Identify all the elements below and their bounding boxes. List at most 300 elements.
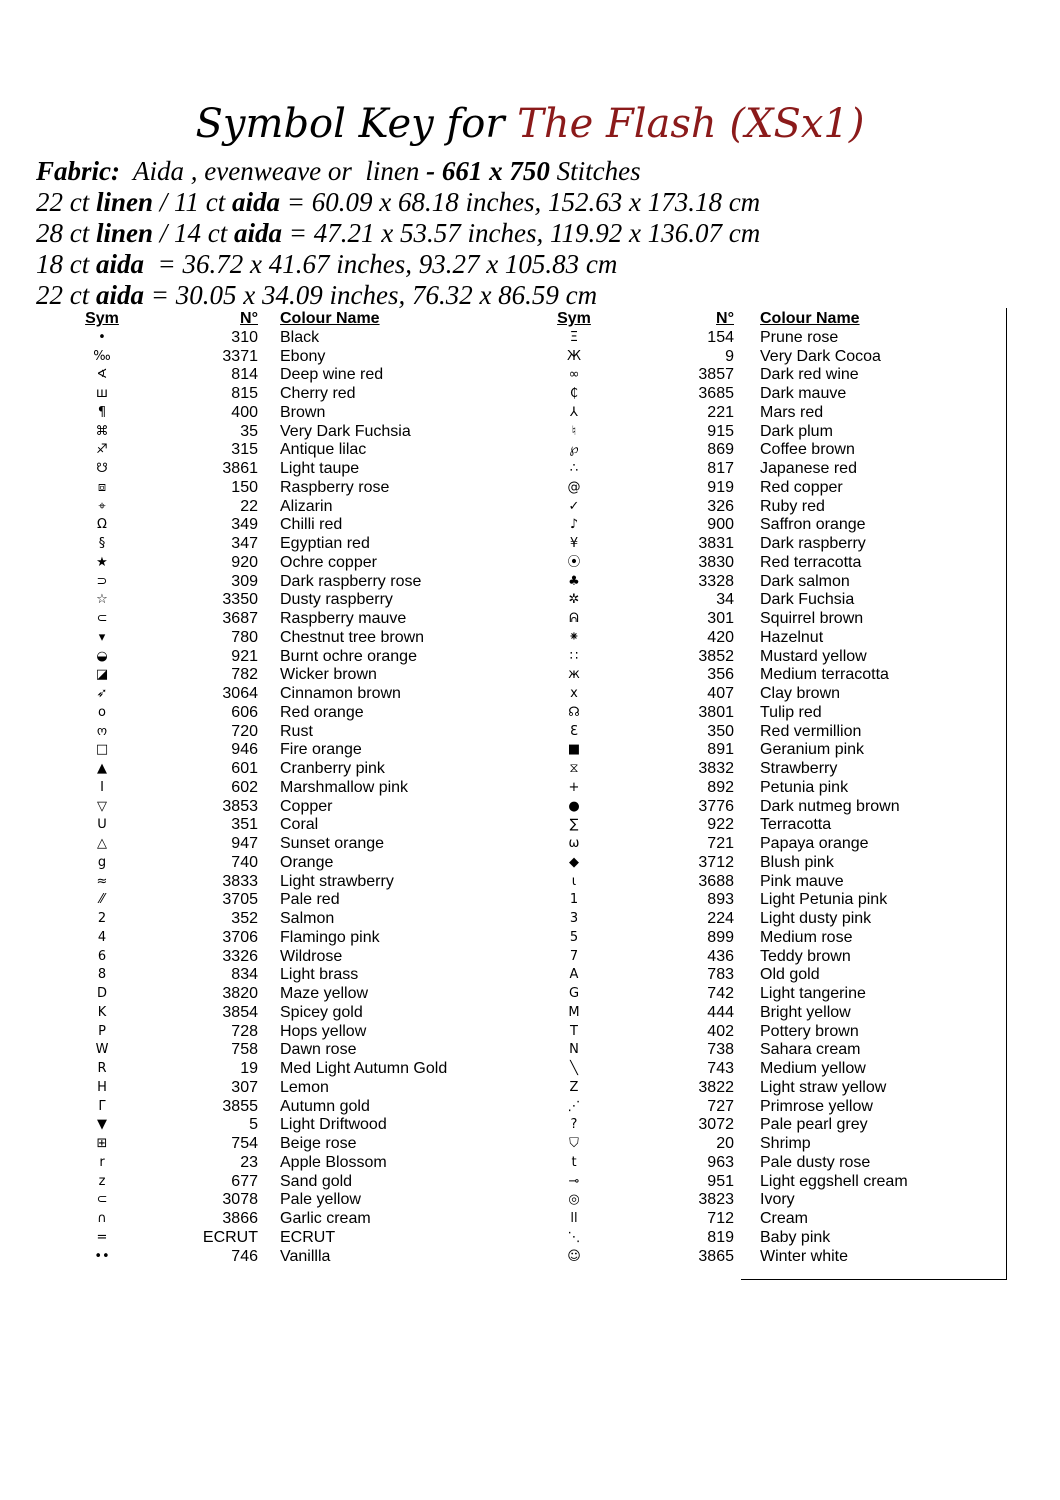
- colour-name-cell: Ruby red: [760, 497, 825, 515]
- colour-name-cell: Medium yellow: [760, 1060, 866, 1077]
- number-cell: 3853: [222, 797, 258, 815]
- fabric-label: Fabric:: [36, 156, 120, 186]
- colour-name-cell: Dark mauve: [760, 385, 847, 402]
- table-row: [522, 873, 1002, 892]
- colour-name-cell: Orange: [280, 853, 334, 871]
- number-cell: 3687: [222, 610, 258, 627]
- table-row: [522, 760, 1002, 779]
- symbol-cell: 1: [569, 892, 579, 908]
- symbol-cell: ▾: [98, 629, 106, 645]
- symbol-cell: ∢: [96, 367, 108, 383]
- colour-name-cell: Chilli red: [280, 516, 343, 534]
- number-cell: 221: [707, 403, 734, 421]
- number-cell: 601: [231, 760, 258, 777]
- number-cell: 742: [707, 985, 734, 1002]
- colour-name-cell: Sunset orange: [280, 835, 385, 852]
- colour-name-cell: Terracotta: [760, 816, 832, 834]
- header-name: Colour Name: [760, 310, 860, 327]
- table-row: [522, 1191, 1002, 1210]
- table-row: [522, 1229, 1002, 1248]
- colour-name-cell: Black: [280, 328, 320, 346]
- symbol-cell: ◎: [568, 1192, 580, 1208]
- colour-name-cell: Sand gold: [280, 1172, 353, 1190]
- number-cell: 436: [707, 947, 734, 965]
- symbol-cell: ➶: [96, 686, 108, 701]
- symbol-cell: Γ: [98, 1098, 106, 1114]
- colour-name-cell: Dark raspberry: [760, 535, 866, 552]
- colour-name-cell: Saffron orange: [760, 516, 866, 534]
- number-cell: 351: [231, 816, 258, 834]
- table-row: [522, 741, 1002, 760]
- symbol-cell: ω: [568, 836, 580, 851]
- symbol-cell: ⊸: [568, 1173, 580, 1189]
- symbol-cell: □: [95, 742, 109, 758]
- colour-name-cell: ECRUT: [280, 1228, 336, 1246]
- table-row: [50, 423, 530, 442]
- symbol-cell: 3: [569, 911, 579, 926]
- table-row: [522, 629, 1002, 648]
- number-cell: 150: [231, 478, 258, 496]
- symbol-cell: ⧖: [569, 761, 579, 776]
- colour-name-cell: Shrimp: [760, 1135, 811, 1152]
- number-cell: 3831: [698, 535, 734, 552]
- header-sym: Sym: [557, 310, 591, 327]
- table-row: [50, 648, 530, 667]
- table-row: [522, 1041, 1002, 1060]
- table-row: [50, 329, 530, 348]
- number-cell: 20: [716, 1135, 734, 1152]
- colour-name-cell: Light straw yellow: [760, 1078, 887, 1096]
- number-cell: 3823: [698, 1191, 734, 1209]
- colour-name-cell: Cherry red: [280, 385, 356, 402]
- colour-name-cell: Cinnamon brown: [280, 685, 401, 702]
- colour-name-cell: Pale dusty rose: [760, 1153, 871, 1171]
- symbol-cell: ●: [568, 798, 580, 814]
- colour-name-cell: Dusty raspberry: [280, 591, 393, 609]
- table-row: [522, 1060, 1002, 1079]
- symbol-cell: Ⅰ: [100, 779, 104, 795]
- table-row: [50, 1023, 530, 1042]
- number-cell: 224: [707, 910, 734, 927]
- symbol-cell: ▲: [97, 761, 107, 776]
- number-cell: 727: [707, 1097, 734, 1115]
- number-cell: 3064: [222, 685, 258, 702]
- colour-name-cell: Egyptian red: [280, 535, 370, 552]
- symbol-cell: △: [97, 836, 107, 851]
- colour-name-cell: Japanese red: [760, 460, 857, 477]
- colour-name-cell: Med Light Autumn Gold: [280, 1060, 448, 1077]
- table-row: [522, 1173, 1002, 1192]
- title-pattern-name: The Flash (XSx1): [517, 101, 865, 147]
- number-cell: 891: [707, 741, 734, 759]
- colour-name-cell: Light tangerine: [760, 985, 866, 1002]
- symbol-cell: ☊: [568, 704, 580, 720]
- symbol-cell: Ж: [566, 348, 581, 364]
- symbol-cell: o: [98, 704, 106, 720]
- colour-name-cell: Ebony: [280, 347, 326, 365]
- symbol-cell: ✲: [568, 592, 580, 608]
- number-cell: 3822: [698, 1078, 734, 1096]
- symbol-cell: =: [96, 1229, 108, 1245]
- number-cell: 3820: [222, 985, 258, 1002]
- number-cell: 921: [231, 647, 258, 665]
- count-size: = 36.72 x 41.67 inches, 93.27 x 105.83 cm: [144, 249, 618, 279]
- colour-name-cell: Blush pink: [760, 853, 834, 871]
- symbol-cell: G: [568, 986, 580, 1001]
- number-cell: 712: [707, 1210, 734, 1227]
- symbol-cell: 2: [97, 911, 107, 926]
- symbol-cell: x: [570, 686, 578, 701]
- table-row: [50, 966, 530, 985]
- table-header: [50, 310, 530, 329]
- symbol-cell: ◒: [96, 648, 108, 664]
- header-num: N°: [716, 310, 734, 327]
- colour-name-cell: Teddy brown: [760, 947, 851, 965]
- fabric-unit: Stitches: [549, 156, 641, 186]
- colour-name-cell: Chestnut tree brown: [280, 628, 425, 646]
- symbol-cell: ▼: [97, 1117, 107, 1133]
- page-title: [0, 96, 1060, 152]
- symbol-cell: 6: [97, 948, 107, 964]
- symbol-cell: ∑: [569, 817, 579, 833]
- table-row: [522, 704, 1002, 723]
- colour-name-cell: Brown: [280, 403, 326, 421]
- symbol-cell: ᑌ: [97, 817, 107, 833]
- symbol-cell: ო: [96, 723, 108, 739]
- table-row: [50, 1004, 530, 1023]
- symbol-cell: ☺: [567, 1248, 581, 1264]
- symbol-cell: ∴: [569, 461, 579, 476]
- table-row: [50, 385, 530, 404]
- count-fabric: linen: [96, 218, 154, 248]
- table-row: [50, 516, 530, 535]
- fabric-size: 661 x 750: [441, 156, 550, 186]
- number-cell: 154: [707, 328, 734, 346]
- count-line: [36, 280, 760, 311]
- number-cell: 352: [231, 910, 258, 927]
- number-cell: 728: [231, 1022, 258, 1040]
- table-row: [522, 1210, 1002, 1229]
- fabric-info: [36, 156, 760, 311]
- symbol-cell: ⛉: [569, 1136, 579, 1151]
- symbol-cell: ⦿: [567, 554, 581, 570]
- colour-name-cell: Apple Blossom: [280, 1153, 387, 1171]
- table-row: [522, 854, 1002, 873]
- count-line: [36, 187, 760, 218]
- symbol-table-right: [522, 310, 1002, 1266]
- table-row: [522, 910, 1002, 929]
- number-cell: 9: [725, 347, 734, 365]
- table-row: [50, 891, 530, 910]
- table-row: [522, 648, 1002, 667]
- colour-name-cell: Vanillla: [280, 1247, 331, 1265]
- number-cell: 347: [231, 535, 258, 552]
- colour-name-cell: Pale yellow: [280, 1191, 361, 1209]
- symbol-cell: ж: [568, 667, 580, 683]
- symbol-cell: ☆: [96, 592, 108, 608]
- number-cell: 900: [707, 516, 734, 534]
- number-cell: 315: [231, 441, 258, 459]
- number-cell: 899: [707, 928, 734, 946]
- number-cell: 23: [240, 1153, 258, 1171]
- symbol-cell: 8: [97, 967, 107, 983]
- table-row: [50, 760, 530, 779]
- number-cell: 922: [707, 816, 734, 834]
- header-sym: Sym: [85, 310, 119, 327]
- number-cell: 3072: [698, 1116, 734, 1134]
- colour-name-cell: Baby pink: [760, 1228, 831, 1246]
- colour-name-cell: Mustard yellow: [760, 647, 867, 665]
- table-row: [522, 685, 1002, 704]
- count-line: [36, 249, 760, 280]
- colour-name-cell: Sahara cream: [760, 1041, 861, 1059]
- symbol-cell: ☋: [96, 461, 108, 476]
- colour-name-cell: Light Driftwood: [280, 1116, 387, 1134]
- symbol-cell: ▽: [97, 798, 107, 814]
- number-cell: 326: [707, 497, 734, 515]
- symbol-cell: A: [569, 967, 579, 983]
- symbol-cell: D: [96, 986, 107, 1001]
- table-row: [50, 854, 530, 873]
- count-fabric: aida: [96, 249, 145, 279]
- colour-name-cell: Beige rose: [280, 1135, 357, 1152]
- colour-name-cell: Dark red wine: [760, 366, 859, 384]
- colour-name-cell: Fire orange: [280, 741, 362, 759]
- number-cell: 602: [231, 778, 258, 796]
- number-cell: 3326: [222, 947, 258, 965]
- number-cell: 3830: [698, 553, 734, 571]
- table-row: [50, 629, 530, 648]
- table-row: [50, 1191, 530, 1210]
- symbol-cell: ⅄: [570, 404, 578, 420]
- table-row: [50, 610, 530, 629]
- table-row: [50, 1098, 530, 1117]
- colour-name-cell: Hops yellow: [280, 1022, 367, 1040]
- number-cell: 356: [707, 666, 734, 684]
- table-row: [50, 723, 530, 742]
- table-row: [522, 1248, 1002, 1267]
- table-row: [522, 666, 1002, 685]
- table-row: [50, 479, 530, 498]
- number-cell: 780: [231, 628, 258, 646]
- number-cell: 819: [707, 1228, 734, 1246]
- symbol-cell: z: [98, 1173, 106, 1189]
- colour-name-cell: Pink mauve: [760, 872, 844, 890]
- colour-name-cell: Medium terracotta: [760, 666, 889, 684]
- symbol-cell: ⋱: [567, 1229, 581, 1245]
- colour-name-cell: Rust: [280, 722, 313, 740]
- colour-name-cell: Very Dark Cocoa: [760, 347, 881, 365]
- table-row: [522, 1135, 1002, 1154]
- symbol-cell: P: [98, 1023, 106, 1039]
- symbol-cell: ¶: [97, 404, 107, 420]
- number-cell: 817: [707, 460, 734, 477]
- symbol-cell: ◆: [569, 854, 579, 870]
- colour-name-cell: Bright yellow: [760, 1003, 851, 1021]
- fabric-line: [36, 156, 760, 187]
- number-cell: 407: [707, 685, 734, 702]
- symbol-cell: ⁄⁄: [99, 892, 105, 908]
- number-cell: 3078: [222, 1191, 258, 1209]
- symbol-cell: ♪: [569, 517, 579, 533]
- colour-name-cell: Winter white: [760, 1247, 849, 1265]
- symbol-cell: ≈: [96, 873, 108, 889]
- colour-name-cell: Antique lilac: [280, 441, 367, 459]
- table-row: [50, 573, 530, 592]
- number-cell: 606: [231, 703, 258, 721]
- table-header: [522, 310, 1002, 329]
- symbol-cell: g: [97, 854, 107, 870]
- symbol-cell: ♐: [96, 442, 108, 458]
- symbol-cell: ∷: [569, 648, 579, 664]
- symbol-cell: ш: [96, 386, 108, 401]
- colour-name-cell: Pottery brown: [760, 1022, 859, 1040]
- symbol-cell: ₵: [569, 386, 579, 401]
- number-cell: 3857: [698, 366, 734, 384]
- table-row: [50, 1079, 530, 1098]
- colour-name-cell: Primrose yellow: [760, 1097, 873, 1115]
- symbol-cell: ᕱ: [569, 611, 579, 626]
- symbol-cell: 4: [97, 929, 107, 945]
- symbol-cell: ♮: [571, 423, 577, 439]
- count-fabric: aida: [232, 187, 281, 217]
- colour-name-cell: Marshmallow pink: [280, 778, 409, 796]
- colour-name-cell: Coral: [280, 816, 319, 834]
- colour-name-cell: Cranberry pink: [280, 760, 385, 777]
- number-cell: 3371: [222, 347, 258, 365]
- table-row: [522, 460, 1002, 479]
- symbol-cell: W: [95, 1042, 109, 1058]
- number-cell: 915: [707, 422, 734, 440]
- colour-name-cell: Dawn rose: [280, 1041, 357, 1059]
- table-row: [522, 554, 1002, 573]
- table-row: [50, 948, 530, 967]
- colour-name-cell: Light eggshell cream: [760, 1172, 908, 1190]
- table-border-right: [1006, 308, 1007, 1280]
- colour-name-cell: Dark plum: [760, 422, 833, 440]
- table-row: [522, 948, 1002, 967]
- title-prefix: Symbol Key for: [195, 101, 518, 147]
- table-row: [50, 816, 530, 835]
- count-text: 18 ct: [36, 249, 96, 279]
- number-cell: 3832: [698, 760, 734, 777]
- table-row: [522, 1116, 1002, 1135]
- number-cell: 754: [231, 1135, 258, 1152]
- number-cell: 963: [707, 1153, 734, 1171]
- table-row: [50, 366, 530, 385]
- table-row: [50, 1041, 530, 1060]
- table-row: [522, 779, 1002, 798]
- colour-name-cell: Pale red: [280, 891, 340, 909]
- number-cell: 3801: [698, 703, 734, 721]
- table-row: [522, 498, 1002, 517]
- table-row: [522, 929, 1002, 948]
- colour-name-cell: Flamingo pink: [280, 928, 380, 946]
- table-row: [50, 348, 530, 367]
- table-row: [50, 929, 530, 948]
- number-cell: 444: [707, 1003, 734, 1021]
- symbol-cell: ℘: [569, 442, 579, 458]
- number-cell: 3350: [222, 591, 258, 609]
- colour-name-cell: Maze yellow: [280, 985, 369, 1002]
- number-cell: 301: [707, 610, 734, 627]
- colour-name-cell: Coffee brown: [760, 441, 855, 459]
- colour-name-cell: Clay brown: [760, 685, 841, 702]
- colour-name-cell: Petunia pink: [760, 778, 849, 796]
- colour-name-cell: Dark Fuchsia: [760, 591, 855, 609]
- number-cell: 919: [707, 478, 734, 496]
- number-cell: ECRUT: [202, 1228, 258, 1246]
- number-cell: 951: [707, 1172, 734, 1190]
- table-row: [522, 329, 1002, 348]
- number-cell: 3328: [698, 572, 734, 590]
- symbol-cell: Z: [569, 1079, 579, 1095]
- table-row: [50, 1135, 530, 1154]
- symbol-cell: t: [571, 1154, 577, 1170]
- table-row: [50, 798, 530, 817]
- number-cell: 402: [707, 1022, 734, 1040]
- number-cell: 3852: [698, 647, 734, 665]
- number-cell: 349: [231, 516, 258, 534]
- symbol-cell: ⁕: [568, 629, 580, 645]
- table-row: [522, 1098, 1002, 1117]
- symbol-cell: ∞: [568, 367, 580, 383]
- symbol-cell: @: [567, 479, 581, 495]
- table-row: [50, 460, 530, 479]
- colour-name-cell: Light brass: [280, 966, 359, 984]
- table-row: [50, 835, 530, 854]
- table-row: [50, 441, 530, 460]
- number-cell: 22: [240, 497, 258, 515]
- colour-name-cell: Light dusty pink: [760, 910, 872, 927]
- colour-name-cell: Old gold: [760, 966, 820, 984]
- table-row: [522, 798, 1002, 817]
- table-row: [522, 535, 1002, 554]
- number-cell: 834: [231, 966, 258, 984]
- number-cell: 350: [707, 722, 734, 740]
- symbol-cell: ?: [570, 1117, 578, 1133]
- symbol-cell: r: [99, 1154, 105, 1170]
- symbol-cell: •: [98, 329, 106, 345]
- symbol-cell: Ɛ: [570, 723, 578, 739]
- table-row: [50, 1248, 530, 1267]
- symbol-cell: ⊂: [96, 1192, 108, 1208]
- symbol-cell: ★: [96, 554, 108, 570]
- colour-name-cell: Wicker brown: [280, 666, 377, 684]
- symbol-cell: ⊃: [96, 573, 108, 589]
- symbol-cell: ¥: [569, 536, 579, 551]
- colour-name-cell: Lemon: [280, 1078, 329, 1096]
- table-row: [522, 1004, 1002, 1023]
- count-text: 28 ct: [36, 218, 96, 248]
- number-cell: 783: [707, 966, 734, 984]
- symbol-cell: ◪: [95, 667, 109, 683]
- colour-name-cell: Prune rose: [760, 328, 839, 346]
- count-text: 22 ct: [36, 187, 96, 217]
- colour-name-cell: Strawberry: [760, 760, 838, 777]
- count-size: = 47.21 x 53.57 inches, 119.92 x 136.07 cm: [282, 218, 761, 248]
- count-fabric: linen: [96, 187, 154, 217]
- colour-name-cell: Cream: [760, 1210, 809, 1227]
- count-line: [36, 218, 760, 249]
- table-row: [522, 1023, 1002, 1042]
- header-num: N°: [240, 310, 258, 327]
- table-border-bottom: [741, 1279, 1007, 1280]
- number-cell: 3776: [698, 797, 734, 815]
- symbol-cell: H: [97, 1079, 107, 1095]
- table-row: [522, 441, 1002, 460]
- symbol-cell: ‰: [93, 348, 111, 364]
